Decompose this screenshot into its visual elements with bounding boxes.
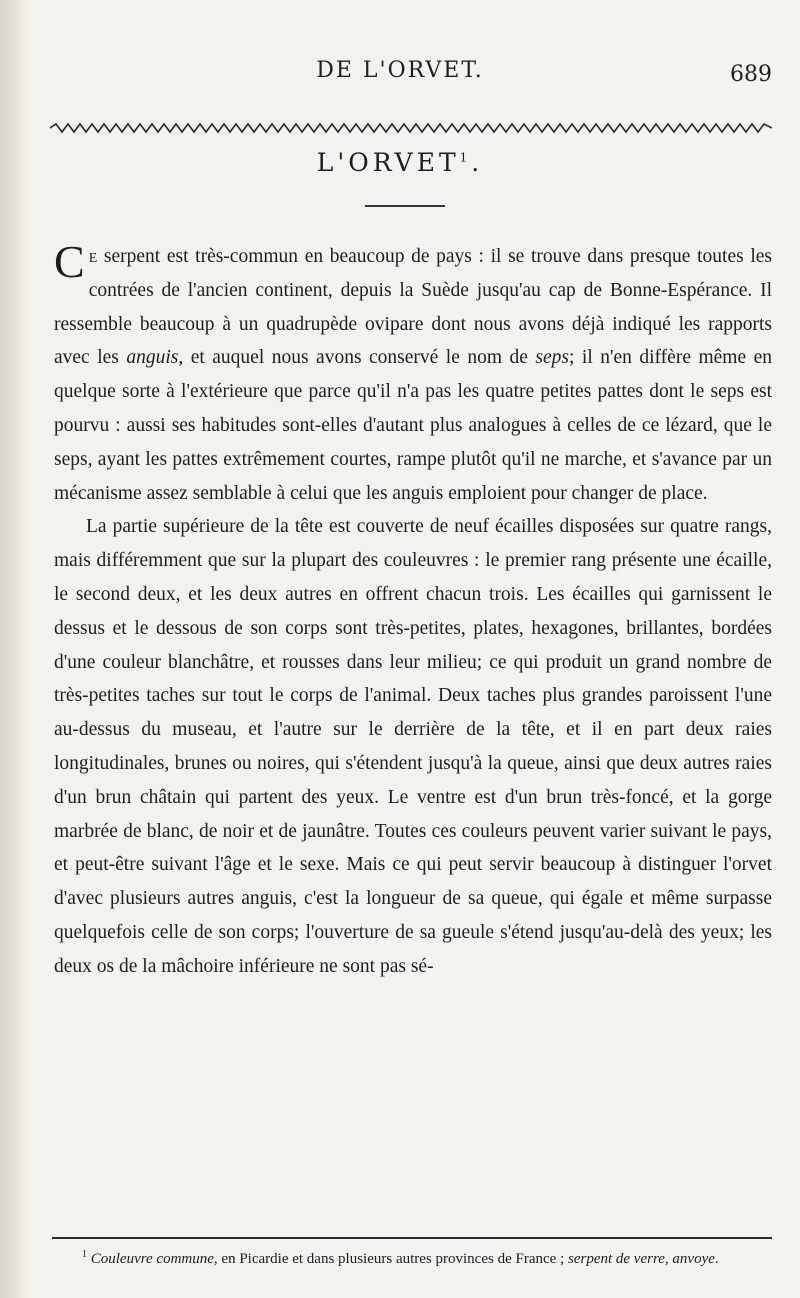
- footnote-text-2: ,: [664, 1251, 673, 1267]
- footnote-text-1: , en Picardie et dans plusieurs autres provinces de France ;: [213, 1251, 568, 1267]
- footnote: [54, 1244, 774, 1270]
- page-gutter: [0, 0, 22, 1298]
- chapter-title: L'ORVET$^1$.: [316, 148, 484, 177]
- term-seps: seps: [535, 347, 569, 369]
- drop-cap-continuation: e: [88, 246, 98, 267]
- paragraph-1-text-c: ; il n'en diffère même en quelque sorte à l'extérieure que parce qu'il n'a pas les quatre petites pattes dont le seps est pourvu : aussi ses habitudes sont-elles d'autant plus analogues à celles de ce lézard, que le seps, ayant les pattes extrêmement courtes, rampe plutôt qu'il ne marche, et s'avance par un mécanisme assez semblable à celui que les anguis emploient pour changer de place.: [54, 347, 772, 504]
- running-head: DE L'ORVET.: [316, 58, 484, 83]
- paragraph-1: [54, 236, 772, 510]
- footnote-rule: [52, 1237, 772, 1239]
- article-body: [54, 236, 772, 984]
- chapter-title-text: L'ORVET: [316, 148, 460, 177]
- footnote-mark: 1: [82, 1249, 87, 1260]
- footnote-term-1: Couleuvre commune: [90, 1251, 214, 1267]
- footnote-term-2: serpent de verre: [567, 1251, 665, 1267]
- paragraph-2: La partie supérieure de la tête est couverte de neuf écailles disposées sur quatre rangs, mais différemment que sur la plupart des couleuvres : le premier rang présente une écaille, le second deux, et les deux autres en offrent chacun trois. Les écailles qui garnissent le dessus et le dessous de son corps sont très-petites, plates, hexagones, brillantes, bordées d'une couleur blanchâtre, et rousses dans leur milieu; ce qui produit un grand nombre de très-petites taches sur tout le corps de l'animal. Deux taches plus grandes paroissent l'une au-dessus du museau, et l'autre sur le derrière de la tête, et il en part deux raies longitudinales, brunes ou noires, qui s'étendent jusqu'à la queue, ainsi que deux autres raies d'un brun châtain qui partent des yeux. Le ventre est d'un brun très-foncé, et la gorge marbrée de blanc, de noir et de jaunâtre. Toutes ces couleurs peuvent varier suivant le pays, et peut-être suivant l'âge et le sexe. Mais ce qui peut servir beaucoup à distinguer l'orvet d'avec plusieurs autres anguis, c'est la longueur de sa queue, qui égale et même surpasse quelquefois celle de son corps; l'ouverture de sa gueule s'étend jusqu'au-delà des yeux; les deux os de la mâchoire inférieure ne sont pas sé-: [54, 516, 772, 977]
- decorative-ornament-rule: [50, 122, 772, 134]
- term-anguis: anguis: [126, 347, 179, 369]
- drop-cap: C: [54, 236, 85, 287]
- paragraph-1-text-a: serpent est très-commun en beaucoup de pays : il se trouve dans presque toutes les contrées de l'ancien continent, depuis la Suède jusqu'au cap de Bonne-Espérance. Il ressemble beaucoup à un quadrupède ovipare dont nous avons déjà indiqué les rapports avec les: [54, 246, 772, 369]
- footnote-term-3: anvoye: [672, 1251, 715, 1267]
- chapter-footnote-mark: 1: [459, 150, 472, 165]
- paragraph-1-text-b: , et auquel nous avons conservé le nom de: [178, 347, 536, 369]
- page-number: 689: [730, 62, 772, 87]
- footnote-text-3: .: [714, 1251, 719, 1267]
- title-rule: [365, 205, 445, 207]
